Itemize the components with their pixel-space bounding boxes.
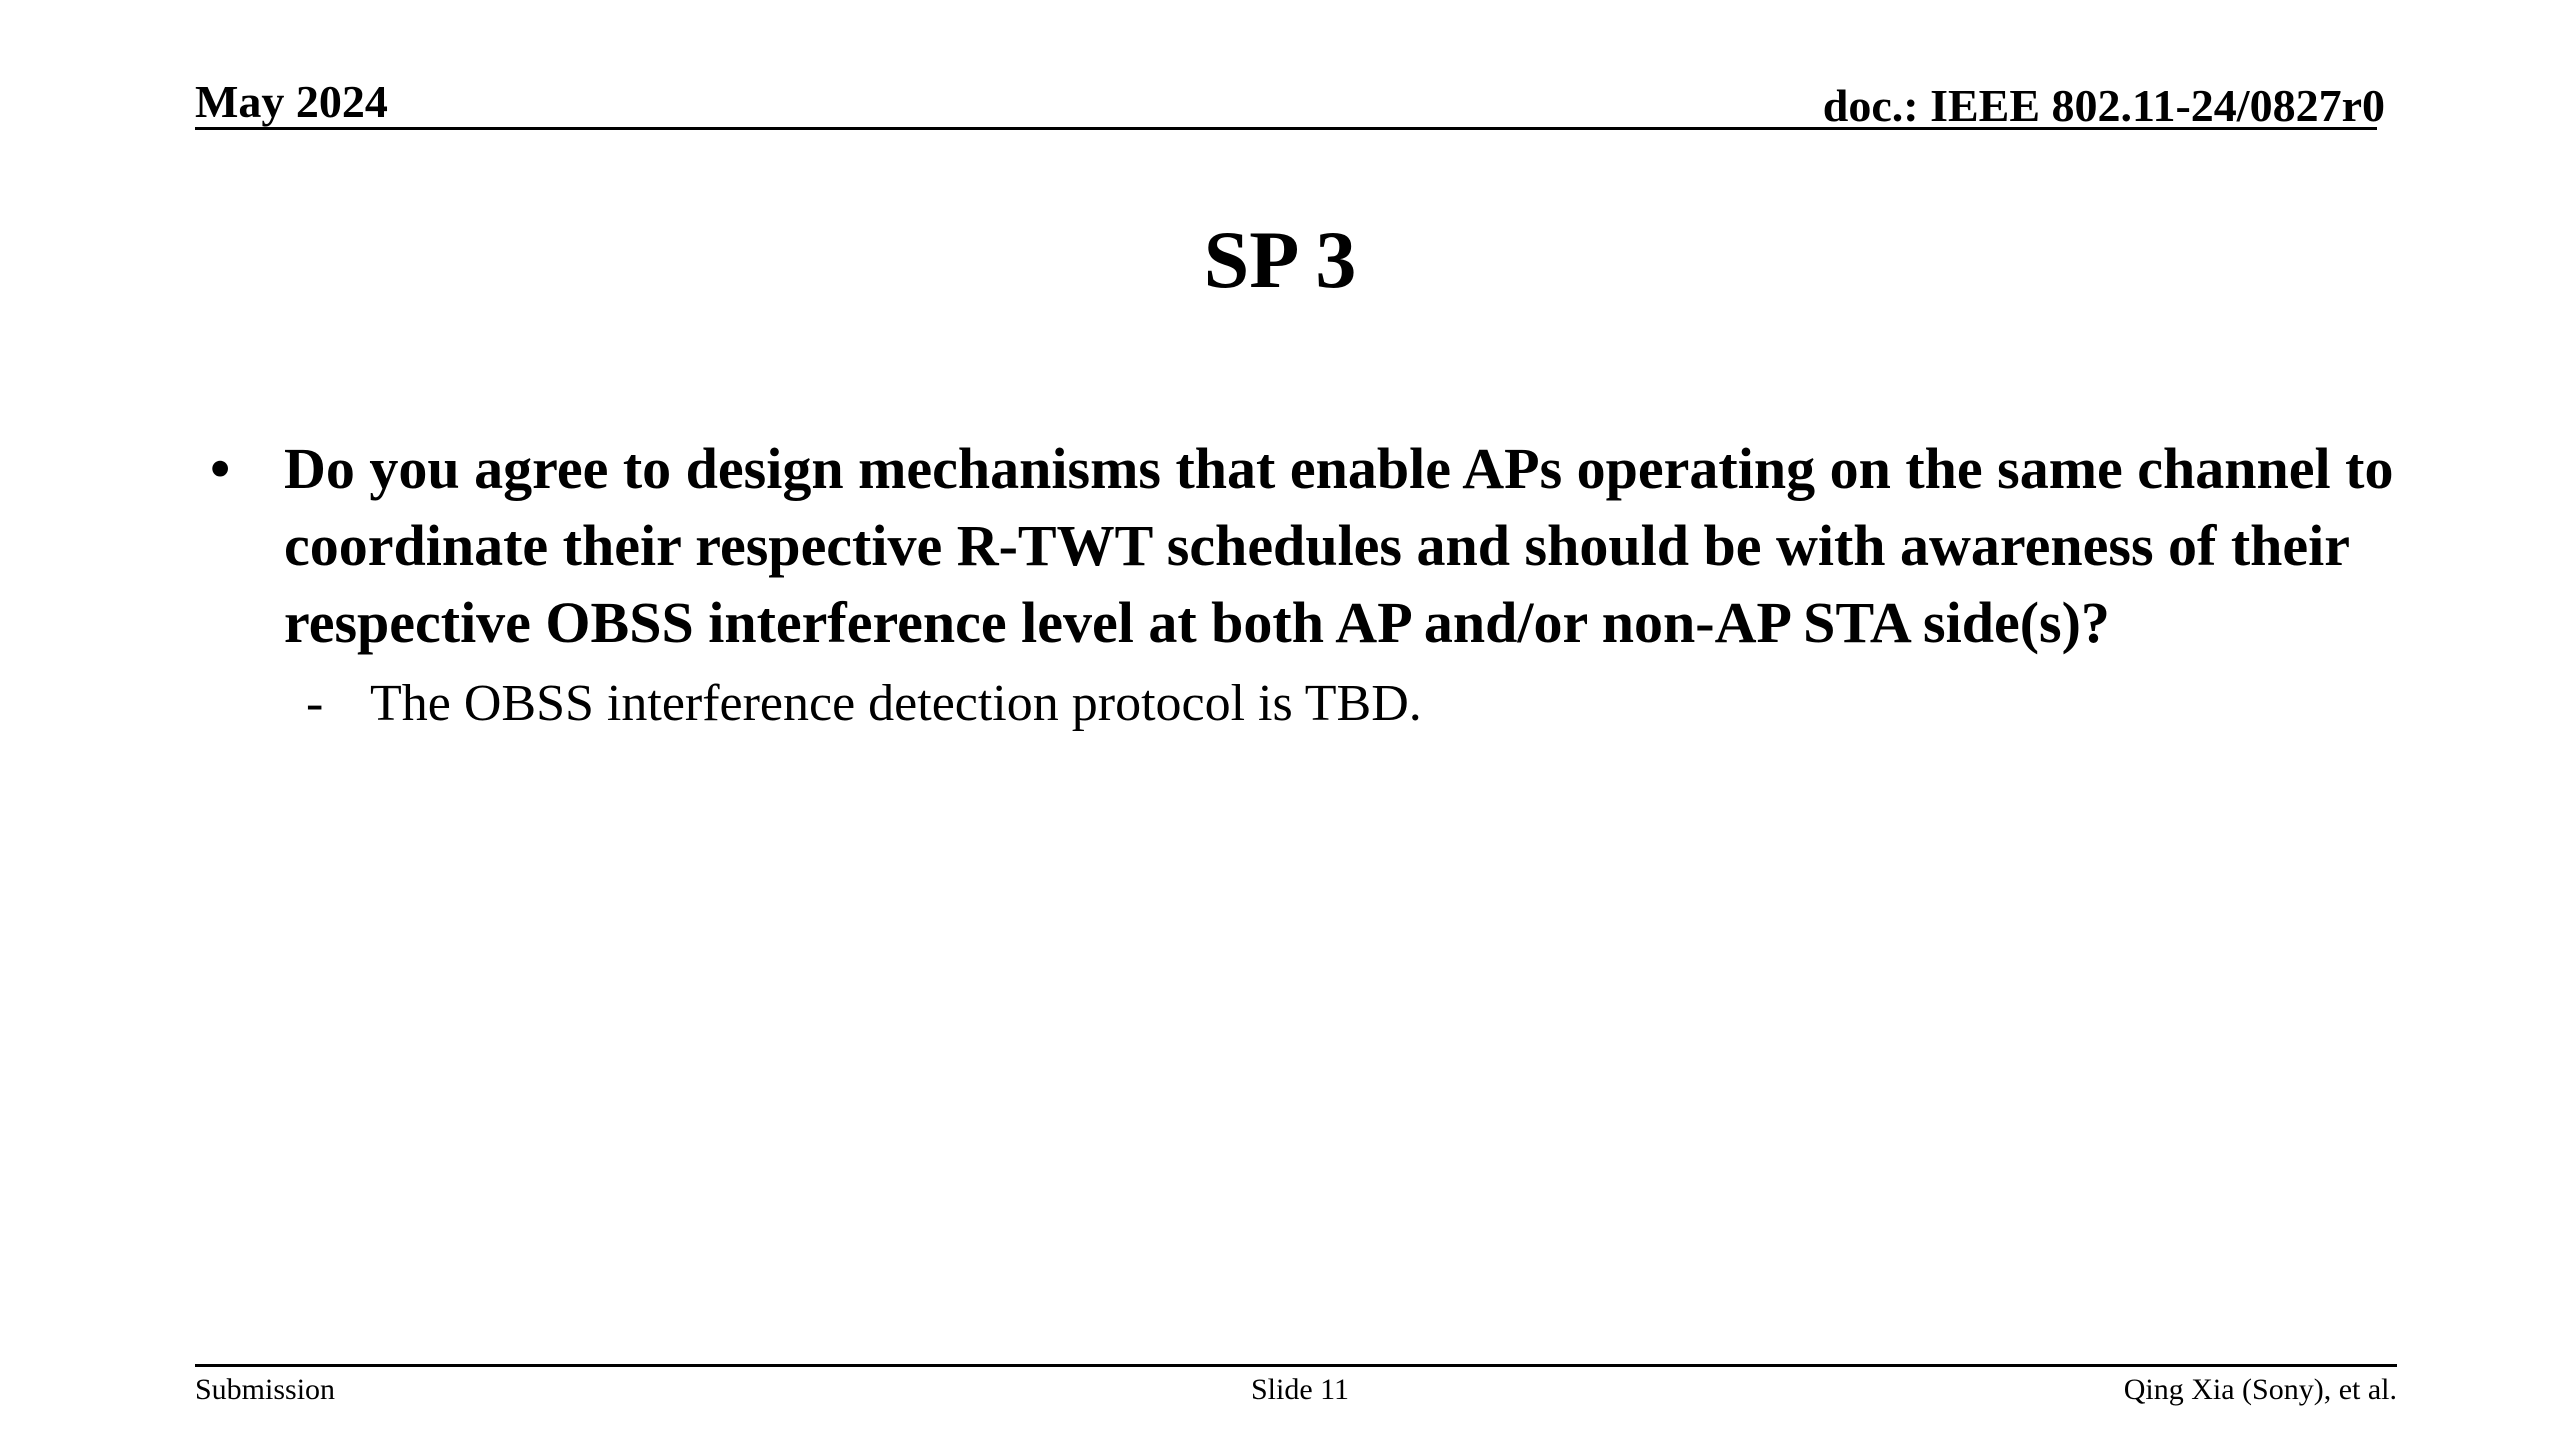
header-date: May 2024: [195, 76, 388, 127]
footer-submission: Submission: [195, 1373, 336, 1406]
header-divider: [195, 127, 2377, 130]
bullet-marker: •: [210, 436, 231, 501]
sub-bullet-text: The OBSS interference detection protocol is TBD.: [370, 675, 1422, 732]
footer-author: Qing Xia (Sony), et al.: [2123, 1373, 2397, 1406]
bullet-text: Do you agree to design mechanisms that enable APs operating on the same channel to coordinate their respective R-TWT schedules and should be with awareness of their respective OBSS interference level at both AP and/or non-AP STA side(s)?: [284, 436, 2394, 655]
footer-divider: [195, 1364, 2397, 1367]
slide-title: SP 3: [1203, 214, 1357, 305]
footer-slide-number: Slide 11: [1250, 1373, 1350, 1406]
sub-bullet-item: [306, 671, 2410, 737]
bullet-list: [210, 430, 2410, 737]
header-doc-id: doc.: IEEE 802.11-24/0827r0: [1822, 80, 2385, 131]
sub-bullet-marker: -: [306, 675, 324, 732]
bullet-item: [210, 430, 2410, 661]
